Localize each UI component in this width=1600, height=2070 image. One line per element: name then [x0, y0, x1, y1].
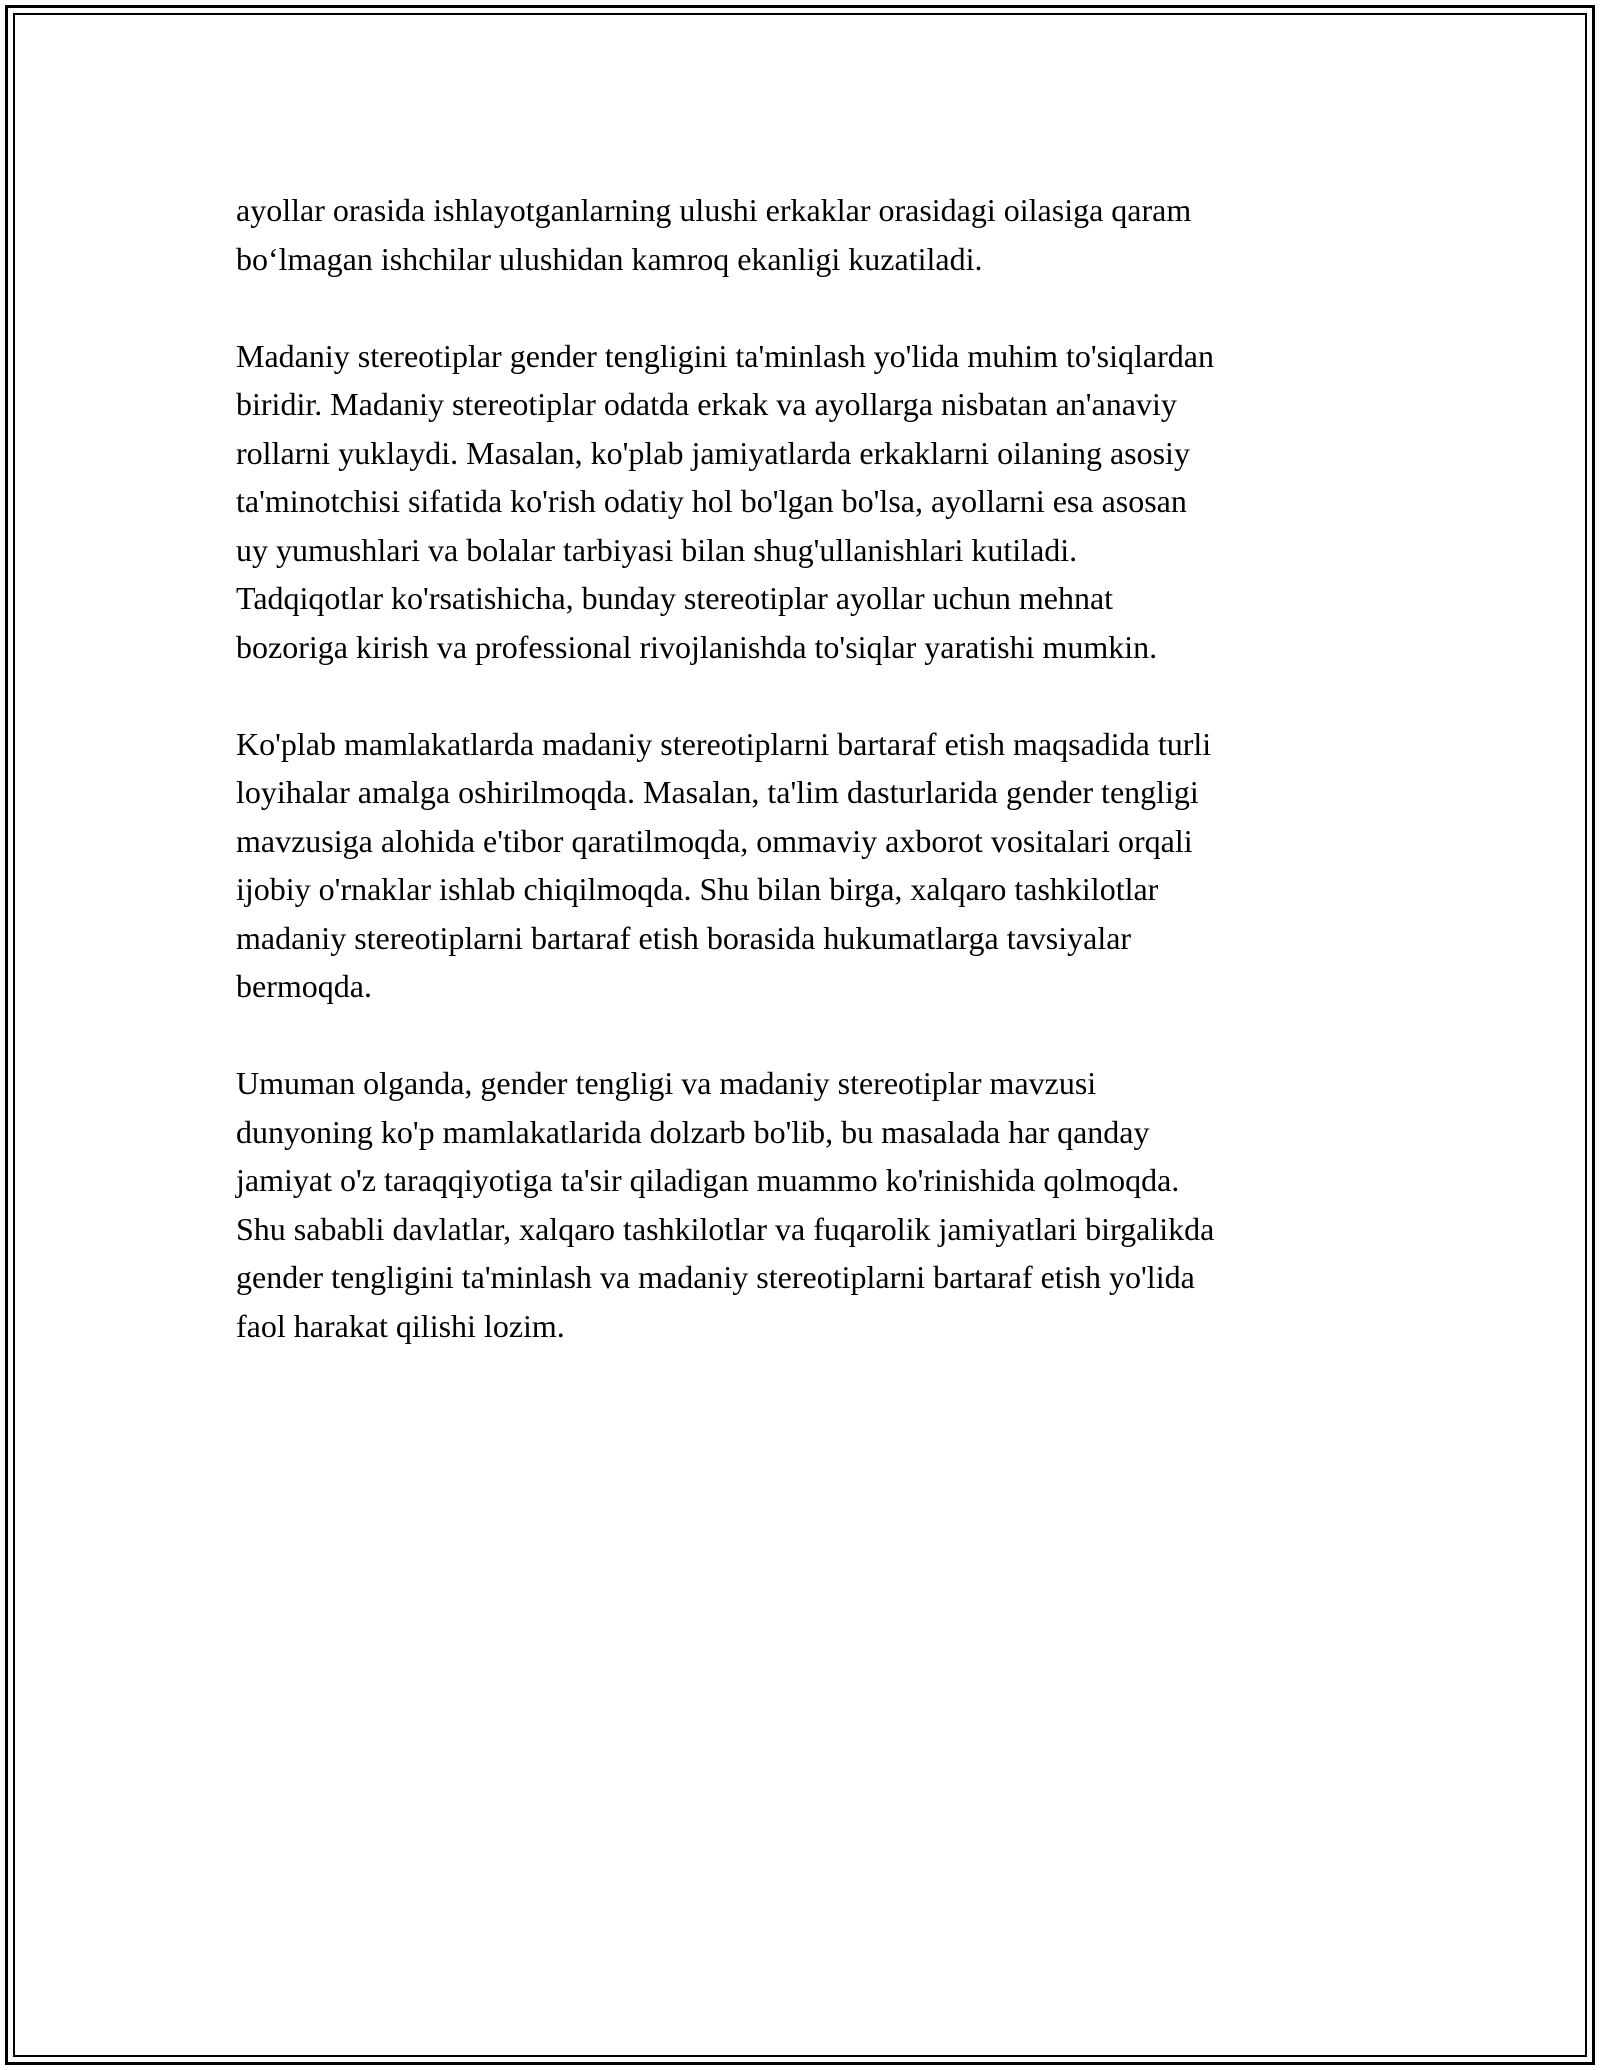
text-line: loyihalar amalga oshirilmoqda. Masalan, ta'lim dasturlarida gender tengligi [236, 774, 1199, 810]
text-line: ijobiy o'rnaklar ishlab chiqilmoqda. Shu bilan birga, xalqaro tashkilotlar [236, 871, 1159, 907]
paragraph-4 [236, 1059, 1376, 1350]
text-line: bozoriga kirish va professional rivojlanishda to'siqlar yaratishi mumkin. [236, 628, 1158, 665]
text-line: Tadqiqotlar ko'rsatishicha, bunday stereotiplar ayollar uchun mehnat [236, 580, 1114, 616]
text-line: Shu sababli davlatlar, xalqaro tashkilotlar va fuqarolik jamiyatlari birgalikda [236, 1210, 1215, 1247]
text-line: bo‘lmagan ishchilar ulushidan kamroq ekanligi kuzatiladi. [236, 240, 983, 277]
paragraph-3 [236, 720, 1376, 1011]
text-line: biridir. Madaniy stereotiplar odatda erkak va ayollarga nisbatan an'anaviy [236, 386, 1177, 422]
text-line: ta'minotchisi sifatida ko'rish odatiy hol bo'lgan bo'lsa, ayollarni esa asosan [236, 483, 1187, 519]
text-line: uy yumushlari va bolalar tarbiyasi bilan shug'ullanishlari kutiladi. [236, 531, 1078, 568]
text-line: rollarni yuklaydi. Masalan, ko'plab jamiyatlarda erkaklarni oilaning asosiy [236, 434, 1190, 471]
paragraph-2 [236, 332, 1376, 672]
text-line: dunyoning ko'p mamlakatlarida dolzarb bo'lib, bu masalada har qanday [236, 1113, 1150, 1150]
text-line: faol harakat qilishi lozim. [236, 1307, 565, 1344]
text-line: mavzusiga alohida e'tibor qaratilmoqda, ommaviy axborot vositalari orqali [236, 822, 1193, 859]
document-body [236, 186, 1376, 1399]
text-line: bermoqda. [236, 968, 372, 1004]
text-line: madaniy stereotiplarni bartaraf etish borasida hukumatlarga tavsiyalar [236, 919, 1132, 956]
text-line: jamiyat o'z taraqqiyotiga ta'sir qiladigan muammo ko'rinishida qolmoqda. [236, 1162, 1180, 1198]
text-line: Ko'plab mamlakatlarda madaniy stereotiplarni bartaraf etish maqsadida turli [236, 725, 1212, 762]
paragraph-1 [236, 186, 1376, 283]
text-line: gender tengligini ta'minlash va madaniy stereotiplarni bartaraf etish yo'lida [236, 1259, 1195, 1295]
text-line: Madaniy stereotiplar gender tengligini ta'minlash yo'lida muhim to'siqlardan [236, 337, 1214, 374]
text-line: Umuman olganda, gender tengligi va madaniy stereotiplar mavzusi [236, 1065, 1097, 1101]
text-line: ayollar orasida ishlayotganlarning ulushi erkaklar orasidagi oilasiga qaram [236, 192, 1192, 228]
